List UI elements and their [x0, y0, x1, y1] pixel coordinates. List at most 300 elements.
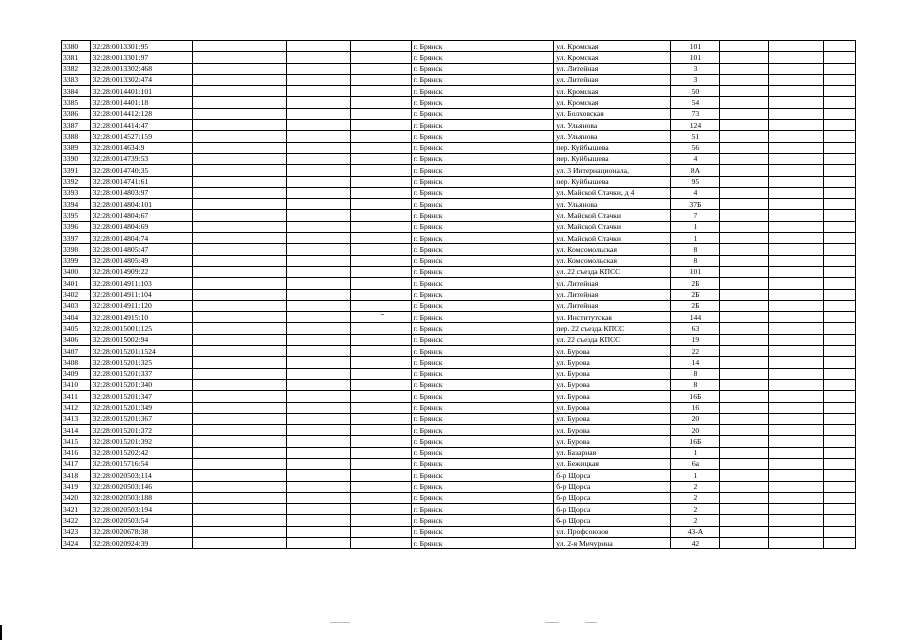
street-cell: ул. Комсомольская — [554, 244, 671, 255]
empty-cell — [720, 41, 769, 52]
empty-cell — [720, 470, 769, 481]
city-cell: г. Брянск — [411, 86, 554, 97]
street-cell: ул. Болховская — [554, 108, 671, 119]
city-cell: г. Брянск — [411, 52, 554, 63]
empty-cell — [193, 436, 287, 447]
empty-cell — [351, 504, 411, 515]
empty-cell — [769, 199, 824, 210]
cadastral-number-cell: 32:28:0015201:337 — [90, 368, 193, 379]
city-cell: г. Брянск — [411, 312, 554, 323]
row-number-cell: 3394 — [62, 199, 91, 210]
empty-cell — [769, 289, 824, 300]
cadastral-number-cell: 32:28:0020503:114 — [90, 470, 193, 481]
cadastral-number-cell: 32:28:0020678:38 — [90, 526, 193, 537]
cadastral-number-cell: 32:28:0015201:372 — [90, 425, 193, 436]
empty-cell — [351, 255, 411, 266]
empty-cell — [824, 368, 856, 379]
empty-cell — [769, 323, 824, 334]
row-number-cell: 3391 — [62, 165, 91, 176]
empty-cell — [824, 187, 856, 198]
empty-cell — [351, 300, 411, 311]
empty-cell — [720, 74, 769, 85]
empty-cell — [351, 334, 411, 345]
city-cell: г. Брянск — [411, 74, 554, 85]
empty-cell — [769, 255, 824, 266]
empty-cell — [769, 504, 824, 515]
empty-cell — [287, 108, 351, 119]
house-number-cell: 22 — [671, 346, 720, 357]
empty-cell — [287, 391, 351, 402]
empty-cell — [193, 131, 287, 142]
empty-cell — [351, 538, 411, 549]
empty-cell — [720, 210, 769, 221]
row-number-cell: 3419 — [62, 481, 91, 492]
empty-cell — [769, 368, 824, 379]
city-cell: г. Брянск — [411, 153, 554, 164]
cadastral-number-cell: 32:28:0014803:97 — [90, 187, 193, 198]
empty-cell — [351, 425, 411, 436]
empty-cell — [287, 244, 351, 255]
street-cell: ул. Майской Стачки — [554, 233, 671, 244]
empty-cell — [769, 63, 824, 74]
cadastral-number-cell: 32:28:0020503:188 — [90, 492, 193, 503]
city-cell: г. Брянск — [411, 492, 554, 503]
empty-cell — [287, 199, 351, 210]
row-number-cell: 3410 — [62, 379, 91, 390]
cadastral-number-cell: 32:28:0013301:95 — [90, 41, 193, 52]
city-cell: г. Брянск — [411, 447, 554, 458]
city-cell: г. Брянск — [411, 142, 554, 153]
street-cell: б-р Щорса — [554, 492, 671, 503]
table-row — [62, 436, 856, 447]
table-row — [62, 108, 856, 119]
empty-cell — [193, 402, 287, 413]
cadastral-number-cell: 32:28:0014915:10 — [90, 312, 193, 323]
empty-cell — [193, 300, 287, 311]
house-number-cell: 73 — [671, 108, 720, 119]
empty-cell — [351, 481, 411, 492]
house-number-cell: 20 — [671, 413, 720, 424]
empty-cell — [287, 458, 351, 469]
city-cell: г. Брянск — [411, 165, 554, 176]
empty-cell — [351, 413, 411, 424]
empty-cell — [351, 131, 411, 142]
cadastral-number-cell: 32:28:0015202:42 — [90, 447, 193, 458]
row-number-cell: 3416 — [62, 447, 91, 458]
empty-cell — [824, 357, 856, 368]
street-cell: ул. Бурова — [554, 425, 671, 436]
empty-cell — [824, 447, 856, 458]
city-cell: г. Брянск — [411, 346, 554, 357]
street-cell: ул. Литейная — [554, 74, 671, 85]
empty-cell — [193, 74, 287, 85]
empty-cell — [193, 470, 287, 481]
empty-cell — [824, 153, 856, 164]
city-cell: г. Брянск — [411, 425, 554, 436]
empty-cell — [720, 346, 769, 357]
street-cell: ул. Бурова — [554, 379, 671, 390]
row-number-cell: 3420 — [62, 492, 91, 503]
row-number-cell: 3390 — [62, 153, 91, 164]
house-number-cell: 6а — [671, 458, 720, 469]
empty-cell — [824, 458, 856, 469]
house-number-cell: 8 — [671, 379, 720, 390]
empty-cell — [720, 334, 769, 345]
cadastral-number-cell: 32:28:0014804:67 — [90, 210, 193, 221]
empty-cell — [351, 199, 411, 210]
house-number-cell: 101 — [671, 266, 720, 277]
empty-cell — [351, 120, 411, 131]
city-cell: г. Брянск — [411, 515, 554, 526]
empty-cell — [720, 187, 769, 198]
empty-cell — [769, 436, 824, 447]
empty-cell — [193, 165, 287, 176]
street-cell: ул. Комсомольская — [554, 255, 671, 266]
empty-cell — [720, 323, 769, 334]
empty-cell — [720, 492, 769, 503]
cadastral-number-cell: 32:28:0014911:104 — [90, 289, 193, 300]
table-row — [62, 379, 856, 390]
row-number-cell: 3400 — [62, 266, 91, 277]
empty-cell — [351, 108, 411, 119]
table-row — [62, 165, 856, 176]
empty-cell — [769, 86, 824, 97]
table-row — [62, 447, 856, 458]
table-row — [62, 142, 856, 153]
empty-cell — [769, 391, 824, 402]
table-row — [62, 52, 856, 63]
house-number-cell: 8А — [671, 165, 720, 176]
city-cell: г. Брянск — [411, 323, 554, 334]
empty-cell — [351, 233, 411, 244]
empty-cell — [351, 74, 411, 85]
street-cell: ул. Литейная — [554, 289, 671, 300]
empty-cell — [720, 165, 769, 176]
empty-cell — [824, 41, 856, 52]
city-cell: г. Брянск — [411, 470, 554, 481]
city-cell: г. Брянск — [411, 221, 554, 232]
empty-cell — [720, 120, 769, 131]
empty-cell — [193, 108, 287, 119]
empty-cell — [824, 210, 856, 221]
house-number-cell: 3 — [671, 74, 720, 85]
city-cell: г. Брянск — [411, 244, 554, 255]
house-number-cell: 2 — [671, 492, 720, 503]
street-cell: ул. Кромская — [554, 86, 671, 97]
empty-cell — [824, 334, 856, 345]
empty-cell — [351, 391, 411, 402]
street-cell: ул. Профсоюзов — [554, 526, 671, 537]
empty-cell — [193, 153, 287, 164]
empty-cell — [769, 187, 824, 198]
empty-cell — [824, 402, 856, 413]
cadastral-number-cell: 32:28:0014804:69 — [90, 221, 193, 232]
empty-cell — [193, 86, 287, 97]
empty-cell — [769, 334, 824, 345]
table-row — [62, 120, 856, 131]
row-number-cell: 3411 — [62, 391, 91, 402]
table-row — [62, 86, 856, 97]
empty-cell — [769, 266, 824, 277]
row-number-cell: 3413 — [62, 413, 91, 424]
empty-cell — [193, 425, 287, 436]
empty-cell — [287, 41, 351, 52]
city-cell: г. Брянск — [411, 63, 554, 74]
empty-cell — [287, 481, 351, 492]
empty-cell — [287, 402, 351, 413]
empty-cell — [769, 142, 824, 153]
empty-cell — [720, 436, 769, 447]
cadastral-number-cell: 32:28:0020924:39 — [90, 538, 193, 549]
cadastral-number-cell: 32:28:0014740:35 — [90, 165, 193, 176]
empty-cell — [193, 323, 287, 334]
table-row — [62, 255, 856, 266]
row-number-cell: 3405 — [62, 323, 91, 334]
city-cell: г. Брянск — [411, 120, 554, 131]
empty-cell — [769, 41, 824, 52]
empty-cell — [720, 357, 769, 368]
empty-cell — [720, 255, 769, 266]
street-cell: пер. Куйбышева — [554, 176, 671, 187]
empty-cell — [351, 470, 411, 481]
empty-cell — [824, 86, 856, 97]
empty-cell — [824, 176, 856, 187]
city-cell: г. Брянск — [411, 233, 554, 244]
registry-sheet — [61, 40, 856, 549]
street-cell: б-р Щорса — [554, 481, 671, 492]
table-row — [62, 41, 856, 52]
city-cell: г. Брянск — [411, 108, 554, 119]
table-row — [62, 63, 856, 74]
empty-cell — [193, 447, 287, 458]
empty-cell — [824, 142, 856, 153]
empty-cell — [720, 221, 769, 232]
empty-cell — [720, 481, 769, 492]
empty-cell — [193, 52, 287, 63]
house-number-cell: 2 — [671, 481, 720, 492]
cadastral-number-cell: 32:28:0014804:101 — [90, 199, 193, 210]
scan-artifact-line — [585, 622, 597, 623]
city-cell: г. Брянск — [411, 538, 554, 549]
row-number-cell: 3417 — [62, 458, 91, 469]
empty-cell — [193, 97, 287, 108]
empty-cell — [720, 447, 769, 458]
empty-cell — [769, 176, 824, 187]
city-cell: г. Брянск — [411, 334, 554, 345]
empty-cell — [193, 481, 287, 492]
empty-cell — [193, 357, 287, 368]
empty-cell — [769, 165, 824, 176]
street-cell: ул. Кромская — [554, 52, 671, 63]
city-cell: г. Брянск — [411, 357, 554, 368]
empty-cell — [351, 86, 411, 97]
house-number-cell: 20 — [671, 425, 720, 436]
city-cell: г. Брянск — [411, 413, 554, 424]
table-row — [62, 233, 856, 244]
empty-cell — [769, 120, 824, 131]
empty-cell — [193, 244, 287, 255]
house-number-cell: 144 — [671, 312, 720, 323]
table-row — [62, 244, 856, 255]
cadastral-number-cell: 32:28:0015201:349 — [90, 402, 193, 413]
row-number-cell: 3408 — [62, 357, 91, 368]
empty-cell — [287, 526, 351, 537]
table-row — [62, 300, 856, 311]
house-number-cell: 2 — [671, 515, 720, 526]
street-cell: ул. Майской Стачки — [554, 221, 671, 232]
empty-cell — [769, 233, 824, 244]
table-row — [62, 481, 856, 492]
cadastral-number-cell: 32:28:0013301:97 — [90, 52, 193, 63]
row-number-cell: 3403 — [62, 300, 91, 311]
cadastral-number-cell: 32:28:0015201:325 — [90, 357, 193, 368]
empty-cell — [193, 379, 287, 390]
city-cell: г. Брянск — [411, 368, 554, 379]
empty-cell — [769, 346, 824, 357]
house-number-cell: 14 — [671, 357, 720, 368]
city-cell: г. Брянск — [411, 176, 554, 187]
table-row — [62, 458, 856, 469]
city-cell: г. Брянск — [411, 436, 554, 447]
empty-cell — [720, 86, 769, 97]
empty-cell — [193, 255, 287, 266]
table-row — [62, 312, 856, 323]
table-row — [62, 289, 856, 300]
street-cell: ул. Литейная — [554, 300, 671, 311]
empty-cell — [720, 379, 769, 390]
house-number-cell: 16Б — [671, 391, 720, 402]
street-cell: ул. Майской Стачки — [554, 210, 671, 221]
empty-cell — [720, 52, 769, 63]
table-row — [62, 425, 856, 436]
row-number-cell: 3381 — [62, 52, 91, 63]
empty-cell — [769, 481, 824, 492]
house-number-cell: 2Б — [671, 278, 720, 289]
empty-cell — [287, 436, 351, 447]
empty-cell — [720, 142, 769, 153]
empty-cell — [287, 142, 351, 153]
street-cell: пер. Куйбышева — [554, 153, 671, 164]
empty-cell — [769, 357, 824, 368]
row-number-cell: 3424 — [62, 538, 91, 549]
row-number-cell: 3399 — [62, 255, 91, 266]
empty-cell — [824, 323, 856, 334]
empty-cell — [193, 515, 287, 526]
table-row — [62, 187, 856, 198]
empty-cell — [351, 187, 411, 198]
empty-cell — [720, 300, 769, 311]
table-row — [62, 74, 856, 85]
street-cell: ул. Бурова — [554, 346, 671, 357]
empty-cell — [287, 120, 351, 131]
house-number-cell: 8 — [671, 368, 720, 379]
empty-cell — [824, 97, 856, 108]
cadastral-number-cell: 32:28:0014634:9 — [90, 142, 193, 153]
empty-cell — [720, 312, 769, 323]
empty-cell — [193, 413, 287, 424]
cadastral-number-cell: 32:28:0020503:146 — [90, 481, 193, 492]
empty-cell — [720, 131, 769, 142]
empty-cell — [193, 334, 287, 345]
empty-cell — [769, 447, 824, 458]
empty-cell — [287, 176, 351, 187]
empty-cell — [287, 357, 351, 368]
empty-cell — [824, 413, 856, 424]
empty-cell — [351, 176, 411, 187]
street-cell: пер. 22 съезда КПСС — [554, 323, 671, 334]
street-cell: ул. 22 съезда КПСС — [554, 334, 671, 345]
street-cell: ул. 2-я Мичурина — [554, 538, 671, 549]
row-number-cell: 3404 — [62, 312, 91, 323]
row-number-cell: 3382 — [62, 63, 91, 74]
cadastral-number-cell: 32:28:0013302:474 — [90, 74, 193, 85]
row-number-cell: 3418 — [62, 470, 91, 481]
row-number-cell: 3385 — [62, 97, 91, 108]
empty-cell — [351, 368, 411, 379]
empty-cell — [351, 289, 411, 300]
street-cell: ул. Кромская — [554, 97, 671, 108]
cadastral-number-cell: 32:28:0014911:120 — [90, 300, 193, 311]
house-number-cell: 37Б — [671, 199, 720, 210]
empty-cell — [769, 458, 824, 469]
house-number-cell: 1 — [671, 447, 720, 458]
empty-cell — [769, 74, 824, 85]
empty-cell — [287, 346, 351, 357]
row-number-cell: 3422 — [62, 515, 91, 526]
empty-cell — [351, 458, 411, 469]
street-cell: ул. Базарная — [554, 447, 671, 458]
table-row — [62, 402, 856, 413]
empty-cell — [287, 312, 351, 323]
cadastral-number-cell: 32:28:0014739:53 — [90, 153, 193, 164]
empty-cell — [351, 97, 411, 108]
table-row — [62, 470, 856, 481]
house-number-cell: 101 — [671, 52, 720, 63]
empty-cell — [287, 187, 351, 198]
empty-cell — [193, 233, 287, 244]
row-number-cell: 3414 — [62, 425, 91, 436]
empty-cell — [287, 379, 351, 390]
row-number-cell: 3397 — [62, 233, 91, 244]
empty-cell — [287, 266, 351, 277]
empty-cell — [351, 492, 411, 503]
empty-cell — [351, 402, 411, 413]
empty-cell — [824, 379, 856, 390]
table-row — [62, 357, 856, 368]
empty-cell — [824, 481, 856, 492]
row-number-cell: 3393 — [62, 187, 91, 198]
table-row — [62, 391, 856, 402]
empty-cell — [287, 289, 351, 300]
table-row — [62, 334, 856, 345]
scan-artifact-line — [330, 622, 350, 623]
cadastral-number-cell: 32:28:0014805:47 — [90, 244, 193, 255]
table-row — [62, 221, 856, 232]
empty-cell — [769, 131, 824, 142]
row-number-cell: 3415 — [62, 436, 91, 447]
empty-cell — [287, 233, 351, 244]
street-cell: ул. Бурова — [554, 436, 671, 447]
empty-cell — [287, 210, 351, 221]
row-number-cell: 3395 — [62, 210, 91, 221]
house-number-cell: 42 — [671, 538, 720, 549]
row-number-cell: 3412 — [62, 402, 91, 413]
city-cell: г. Брянск — [411, 379, 554, 390]
street-cell: ул. Бурова — [554, 368, 671, 379]
city-cell: г. Брянск — [411, 289, 554, 300]
empty-cell — [769, 312, 824, 323]
empty-cell — [351, 379, 411, 390]
